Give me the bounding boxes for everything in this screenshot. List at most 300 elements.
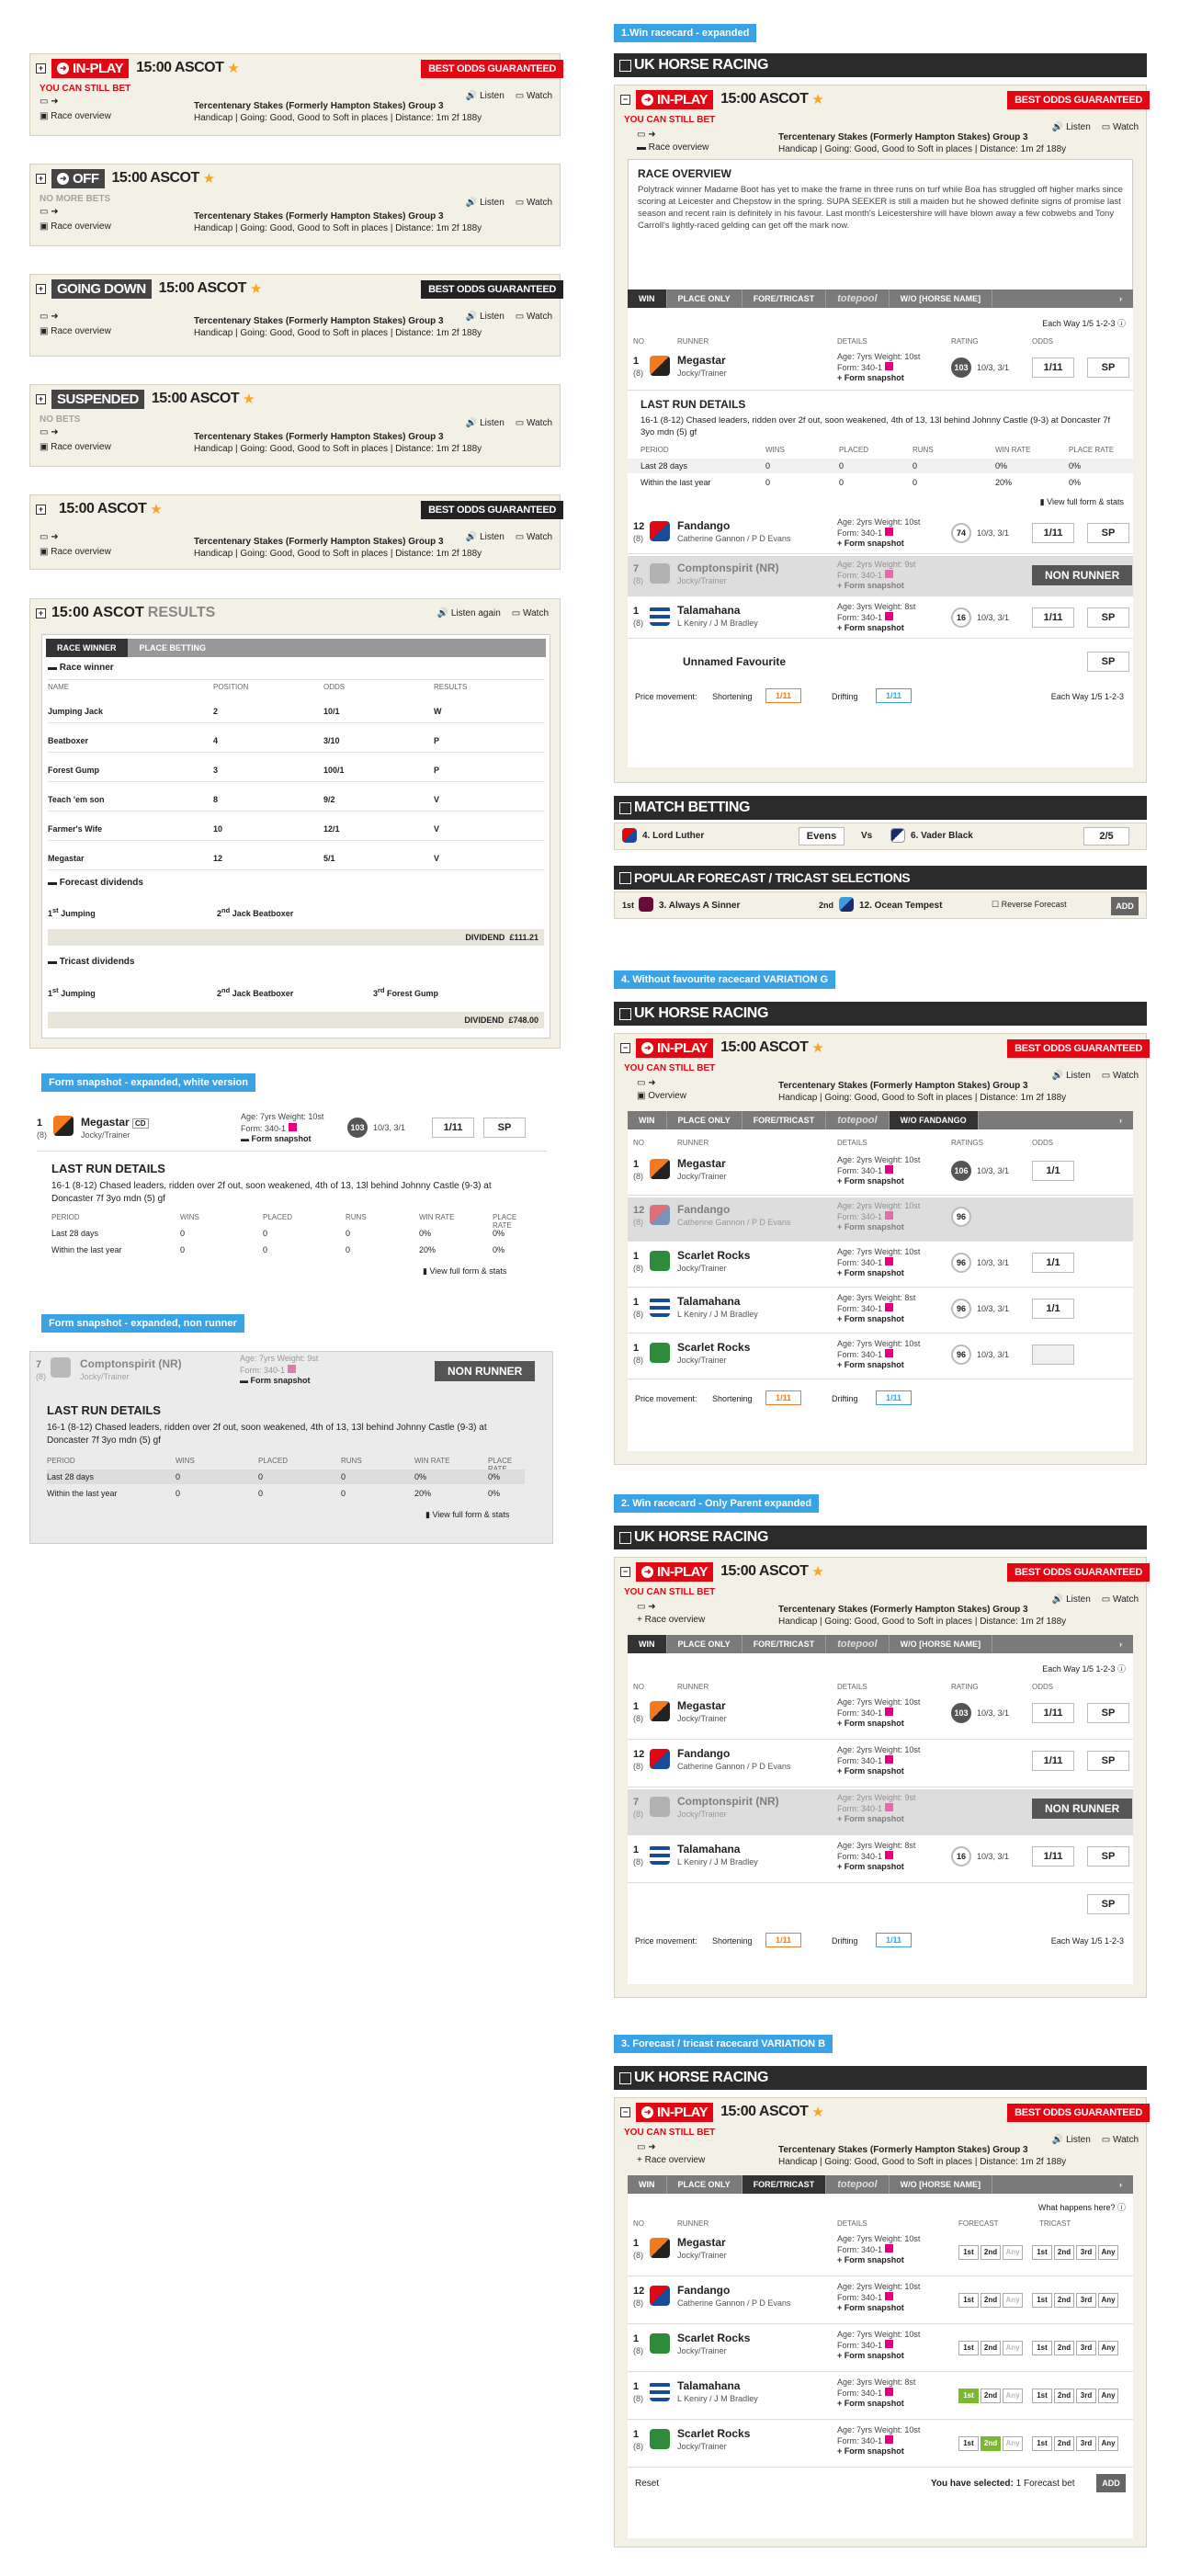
form-snapshot-toggle[interactable]: + Form snapshot — [837, 1360, 904, 1369]
forecast-select-button[interactable]: 1st — [958, 2245, 979, 2260]
runner-draw: (8) — [36, 1372, 46, 1381]
favourite-star-icon[interactable]: ★ — [811, 1564, 824, 1580]
expand-icon[interactable]: + — [36, 174, 46, 184]
collapse-icon[interactable]: − — [620, 2107, 630, 2117]
expand-icon[interactable]: + — [36, 394, 46, 404]
runner-name[interactable]: Talamahana — [677, 2379, 741, 2392]
rating-badge: 96 — [951, 1207, 971, 1227]
runner-row — [628, 1837, 1133, 1883]
forecast-select-button[interactable]: 3rd — [1076, 2436, 1096, 2451]
tab-3[interactable]: totepool — [826, 2175, 889, 2194]
tabs-next-icon[interactable]: › — [1119, 1640, 1122, 1649]
match-horse-1: 4. Lord Luther — [642, 831, 705, 841]
favourite-star-icon[interactable]: ★ — [811, 2105, 824, 2120]
add-button[interactable]: ADD — [1096, 2474, 1126, 2492]
best-odds-guaranteed-badge: BEST ODDS GUARANTEED — [1007, 2104, 1150, 2122]
forecast-select-button[interactable]: 1st — [958, 2389, 979, 2403]
last-run-text: 16-1 (8-12) Chased leaders, ridden over 2f out, soon weakened, 4th of 13, 13l behind Johnny Castle (9-3) at Doncaster 7f 3yo mdn (5) gf — [47, 1423, 487, 1446]
price-button[interactable]: 1/11 — [432, 1118, 474, 1138]
race-info: Handicap | Going: Good, Good to Soft in places | Distance: 1m 2f 188y — [778, 144, 1067, 154]
view-full-form-link[interactable]: ▮ View full form & stats — [425, 1510, 510, 1519]
tab-0[interactable]: WIN — [628, 2175, 667, 2194]
col-header: NO — [633, 1139, 644, 1147]
race-info: Handicap | Going: Good, Good to Soft in places | Distance: 1m 2f 188y — [778, 1093, 1067, 1103]
runner-name[interactable]: Megastar — [677, 2236, 726, 2249]
table-cell: Last 28 days — [47, 1472, 95, 1481]
runner-name[interactable]: Fandango — [677, 1203, 731, 1216]
tab-3[interactable]: totepool — [826, 1635, 889, 1653]
form-snapshot-toggle[interactable]: + Form snapshot — [837, 2255, 904, 2264]
collapse-icon[interactable]: − — [620, 1567, 630, 1577]
note-forecast-tricast: 3. Forecast / tricast racecard VARIATION B — [614, 2035, 833, 2053]
forecast-select-button[interactable]: 1st — [958, 2341, 979, 2355]
table-cell: 8 — [213, 795, 219, 804]
table-cell: 0 — [176, 1472, 181, 1481]
listen-button[interactable]: 🔊 Listen — [1051, 1594, 1091, 1605]
runner-age: Age: 7yrs Weight: 10st — [837, 2234, 921, 2243]
shortening-price[interactable]: 1/11 — [765, 1933, 801, 1947]
price-button[interactable]: 1/11 — [1032, 1846, 1074, 1867]
favourite-star-icon[interactable]: ★ — [811, 1040, 824, 1056]
stats-row — [628, 475, 1133, 490]
watch-button[interactable]: ▭ Watch — [515, 198, 552, 208]
race-overview-toggle[interactable]: ▣ Race overview — [40, 221, 111, 232]
match-evens-button[interactable]: Evens — [799, 827, 845, 845]
runner-row — [628, 1197, 1133, 1242]
tab-place-betting[interactable]: PLACE BETTING — [129, 639, 219, 657]
listen-button[interactable]: 🔊 Listen — [465, 532, 504, 542]
table-cell: 0% — [493, 1245, 505, 1254]
col-header: NO — [633, 2219, 644, 2228]
runner-age: Age: 7yrs Weight: 9st — [240, 1354, 319, 1363]
race-overview-toggle[interactable]: ▣ Race overview — [40, 326, 111, 336]
forecast-dividend: DIVIDEND £111.21 — [48, 929, 544, 946]
forecast-select-button[interactable]: 2nd — [1054, 2341, 1074, 2355]
tab-4[interactable]: W/O [HORSE NAME] — [890, 1635, 993, 1653]
price-button[interactable]: 1/11 — [1032, 523, 1074, 543]
silk-icon — [622, 828, 637, 843]
forecast-odds: 10/3, 3/1 — [977, 613, 1010, 622]
tab-1[interactable]: PLACE ONLY — [667, 1635, 743, 1653]
favourite-star-icon[interactable]: ★ — [811, 92, 824, 108]
silk-icon — [839, 897, 854, 912]
forecast-select-button[interactable]: Any — [1003, 2436, 1023, 2451]
runner-name[interactable]: Comptonspirit (NR) — [677, 1795, 779, 1808]
form-snapshot-toggle[interactable]: + Form snapshot — [837, 2446, 904, 2456]
listen-button[interactable]: 🔊 Listen — [1051, 2135, 1091, 2145]
runner-name[interactable]: Megastar CD — [81, 1116, 149, 1129]
forecast-select-button[interactable]: 2nd — [981, 2293, 1001, 2308]
forecast-select-button[interactable]: Any — [1098, 2341, 1118, 2355]
forecast-select-button[interactable]: Any — [1098, 2293, 1118, 2308]
forecast-select-button[interactable]: Any — [1003, 2293, 1023, 2308]
rating-badge: 96 — [951, 1345, 971, 1365]
tabs-next-icon[interactable]: › — [1119, 294, 1122, 303]
race-name: Tercentenary Stakes (Formerly Hampton Stakes) Group 3 — [194, 316, 444, 326]
what-happens-link[interactable]: What happens here? ⓘ — [1037, 2203, 1126, 2212]
price-button[interactable]: 1/11 — [1032, 357, 1074, 378]
form-snapshot-toggle[interactable]: + Form snapshot — [837, 373, 904, 382]
match-odds-button[interactable]: 2/5 — [1083, 827, 1129, 845]
forecast-select-button[interactable]: Any — [1098, 2245, 1118, 2260]
table-cell: 5/1 — [323, 854, 335, 863]
race-overview-toggle[interactable]: ▣ Race overview — [40, 111, 111, 121]
runner-name[interactable]: Scarlet Rocks — [677, 2332, 751, 2344]
runner-row — [628, 348, 1133, 391]
form-snapshot-toggle[interactable]: + Form snapshot — [837, 1268, 904, 1277]
table-cell: V — [434, 795, 440, 804]
table-cell: 20% — [995, 478, 1013, 487]
sp-button[interactable]: SP — [1087, 523, 1129, 543]
forecast-select-button[interactable]: 2nd — [1054, 2245, 1074, 2260]
table-cell: V — [434, 854, 440, 863]
sp-button[interactable]: SP — [483, 1118, 526, 1138]
forecast-select-button[interactable]: 2nd — [981, 2245, 1001, 2260]
runner-form: Form: 340-1 — [837, 1257, 893, 1268]
forecast-select-button[interactable]: 1st — [1032, 2293, 1052, 2308]
watch-button[interactable]: ▭ Watch — [515, 91, 552, 101]
drifting-price[interactable]: 1/11 — [876, 688, 912, 703]
forecast-select-button[interactable]: Any — [1003, 2389, 1023, 2403]
expand-icon[interactable]: + — [36, 63, 46, 74]
forecast-1st: 1st Jumping — [48, 906, 96, 918]
jockey-silk-icon — [650, 1159, 670, 1179]
favourite-star-icon[interactable]: ★ — [243, 392, 255, 407]
tricast-3rd: 3rd Forest Gump — [373, 986, 439, 998]
tab-0[interactable]: WIN — [628, 289, 667, 308]
listen-button[interactable]: 🔊 Listen — [1051, 1071, 1091, 1081]
forecast-select-button[interactable]: 1st — [958, 2436, 979, 2451]
runner-draw: (8) — [633, 618, 643, 628]
sp-button[interactable]: SP — [1087, 607, 1129, 628]
tab-0[interactable]: WIN — [628, 1635, 667, 1653]
forecast-select-button[interactable]: 1st — [1032, 2245, 1052, 2260]
jockey-trainer: Jocky/Trainer — [81, 1130, 130, 1140]
price-button[interactable]: 1/11 — [1032, 1703, 1074, 1723]
table-cell: 0% — [414, 1472, 427, 1481]
jockey-trainer: Jocky/Trainer — [677, 1172, 727, 1181]
reverse-forecast-checkbox[interactable]: ☐ Reverse Forecast — [992, 900, 1067, 909]
tab-4[interactable]: W/O FANDANGO — [890, 1111, 979, 1129]
runner-age: Age: 3yrs Weight: 8st — [837, 1841, 916, 1850]
tab-2[interactable]: FORE/TRICAST — [743, 289, 827, 308]
tabs-next-icon[interactable]: › — [1119, 2180, 1122, 2189]
runner-number: 1 — [633, 1159, 640, 1170]
form-snapshot-toggle[interactable]: + Form snapshot — [837, 1222, 904, 1231]
table-cell: 0 — [258, 1489, 264, 1498]
runner-form: Form: 340-1 — [837, 2292, 893, 2303]
form-snapshot-toggle[interactable]: + Form snapshot — [837, 2399, 904, 2408]
listen-button[interactable]: 🔊 Listen — [465, 312, 504, 322]
form-snapshot-toggle[interactable]: + Form snapshot — [837, 581, 904, 590]
race-time: 15:00 ASCOT — [720, 2104, 809, 2119]
price-button[interactable]: 1/1 — [1032, 1253, 1074, 1273]
jockey-trainer: Jocky/Trainer — [677, 2346, 727, 2355]
watch-button[interactable]: ▭ Watch — [511, 608, 549, 618]
form-snapshot-toggle[interactable]: + Form snapshot — [837, 1314, 904, 1323]
table-cell: 4 — [213, 736, 219, 745]
match-betting-row — [614, 823, 1147, 850]
runner-form: Form: 340-1 — [240, 1365, 296, 1376]
pos-1st: 1st — [622, 901, 635, 910]
drifting-price[interactable]: 1/11 — [876, 1390, 912, 1405]
forecast-select-button[interactable]: 3rd — [1076, 2341, 1096, 2355]
forecast-select-button[interactable]: 2nd — [1054, 2436, 1074, 2451]
listen-button[interactable]: 🔊 Listen — [465, 91, 504, 101]
tab-4[interactable]: W/O [HORSE NAME] — [890, 289, 993, 308]
favourite-star-icon[interactable]: ★ — [150, 502, 163, 517]
collapse-icon[interactable]: − — [620, 1043, 630, 1053]
runner-draw: (8) — [633, 1857, 643, 1867]
runner-name[interactable]: Talamahana — [677, 604, 741, 617]
table-cell: Last 28 days — [51, 1229, 99, 1238]
form-snapshot-toggle[interactable]: + Form snapshot — [837, 1814, 904, 1823]
runner-row — [628, 1742, 1133, 1787]
tab-1[interactable]: PLACE ONLY — [667, 289, 743, 308]
runner-name[interactable]: Megastar — [677, 1699, 726, 1712]
runner-name[interactable]: Scarlet Rocks — [677, 1249, 751, 1262]
shortening-price[interactable]: 1/11 — [765, 1390, 801, 1405]
listen-again-button[interactable]: 🔊 Listen again — [436, 608, 501, 618]
selection-summary: You have selected: 1 Forecast bet — [931, 2479, 1075, 2489]
form-snapshot-toggle[interactable]: + Form snapshot — [837, 623, 904, 632]
runner-age: Age: 7yrs Weight: 10st — [837, 352, 921, 361]
watch-button[interactable]: ▭ Watch — [1101, 122, 1139, 132]
runner-name[interactable]: Fandango — [677, 2284, 731, 2297]
form-snapshot-toggle[interactable]: + Form snapshot — [837, 539, 904, 548]
race-card-1 — [29, 164, 561, 246]
col-header: ODDS — [1032, 1683, 1054, 1691]
forecast-select-button[interactable]: 3rd — [1076, 2245, 1096, 2260]
runner-name[interactable]: Comptonspirit (NR) — [677, 562, 779, 574]
forecast-select-button[interactable]: 1st — [1032, 2389, 1052, 2403]
runner-name[interactable]: Talamahana — [677, 1295, 741, 1308]
col-header: WIN RATE — [419, 1213, 455, 1221]
sp-button[interactable]: SP — [1087, 1894, 1129, 1914]
forecast-odds: 10/3, 3/1 — [977, 1166, 1010, 1175]
runner-row — [628, 1243, 1133, 1288]
expand-icon[interactable]: + — [36, 284, 46, 294]
race-overview-toggle[interactable]: ▣ Race overview — [40, 442, 111, 452]
collapse-icon[interactable]: − — [620, 95, 630, 105]
forecast-select-button[interactable]: 1st — [1032, 2436, 1052, 2451]
tab-0[interactable]: WIN — [628, 1111, 667, 1129]
favourite-star-icon[interactable]: ★ — [227, 61, 240, 76]
race-name: Tercentenary Stakes (Formerly Hampton Stakes) Group 3 — [194, 101, 444, 111]
race-time: 15:00 ASCOT — [158, 280, 246, 296]
forecast-select-button[interactable]: 2nd — [1054, 2293, 1074, 2308]
tab-race-winner[interactable]: RACE WINNER — [46, 639, 129, 657]
watch-button[interactable]: ▭ Watch — [515, 418, 552, 428]
forecast-select-button[interactable]: 3rd — [1076, 2389, 1096, 2403]
tab-2[interactable]: FORE/TRICAST — [743, 1111, 827, 1129]
tab-3[interactable]: totepool — [826, 1111, 889, 1129]
forecast-select-button[interactable]: Any — [1003, 2245, 1023, 2260]
runner-name[interactable]: Scarlet Rocks — [677, 1341, 751, 1354]
favourite-star-icon[interactable]: ★ — [202, 171, 216, 187]
forecast-select-button[interactable]: Any — [1098, 2436, 1118, 2451]
price-button[interactable]: 1/11 — [1032, 1751, 1074, 1771]
listen-button[interactable]: 🔊 Listen — [465, 198, 504, 208]
table-row — [48, 698, 544, 723]
forecast-odds: 10/3, 3/1 — [977, 1258, 1010, 1267]
tricast-dividend: DIVIDEND £748.00 — [48, 1012, 544, 1028]
forecast-select-button[interactable]: 2nd — [981, 2436, 1001, 2451]
last-run-heading: LAST RUN DETAILS — [51, 1162, 165, 1175]
status-icon: ➜ — [641, 2106, 653, 2118]
tricast-1st: 1st Jumping — [48, 986, 96, 998]
sp-button[interactable]: SP — [1087, 1751, 1129, 1771]
media-icons: ▭ ➜ — [637, 1078, 656, 1088]
form-snapshot-toggle[interactable]: ▬ Form snapshot — [241, 1134, 312, 1143]
jockey-trainer: Jocky/Trainer — [677, 1264, 727, 1273]
price-button[interactable]: 1/1 — [1032, 1299, 1074, 1319]
col-header: ODDS — [1032, 1139, 1054, 1147]
forecast-select-button[interactable]: 1st — [958, 2293, 979, 2308]
forecast-select-button[interactable]: 2nd — [981, 2341, 1001, 2355]
runner-name[interactable]: Megastar — [677, 354, 726, 367]
race-overview-toggle[interactable]: ▣ Overview — [637, 1091, 686, 1101]
runner-number: 1 — [37, 1118, 43, 1129]
view-full-form-link[interactable]: ▮ View full form & stats — [1039, 497, 1124, 506]
uk-horse-racing-header: UK HORSE RACING — [614, 1002, 1147, 1026]
match-vs: Vs — [861, 831, 873, 841]
forecast-select-button[interactable]: 1st — [1032, 2341, 1052, 2355]
best-odds-guaranteed-badge: BEST ODDS GUARANTEED — [1007, 1039, 1150, 1058]
forecast-select-button[interactable]: Any — [1003, 2341, 1023, 2355]
jockey-trainer: L Keniry / J M Bradley — [677, 618, 758, 628]
tab-2[interactable]: FORE/TRICAST — [743, 1635, 827, 1653]
tab-3[interactable]: totepool — [826, 289, 889, 308]
results-time: 15:00 ASCOT — [51, 605, 144, 620]
listen-button[interactable]: 🔊 Listen — [465, 418, 504, 428]
table-cell: 0% — [1069, 461, 1082, 471]
sp-button[interactable]: SP — [1087, 1846, 1129, 1867]
table-cell: 2 — [213, 707, 219, 716]
note-parent-expanded: 2. Win racecard - Only Parent expanded — [614, 1494, 819, 1513]
runner-age: Age: 3yrs Weight: 8st — [837, 1293, 916, 1302]
runner-number: 12 — [633, 521, 645, 532]
table-cell: 100/1 — [323, 766, 345, 775]
form-snapshot-toggle[interactable]: + Form snapshot — [837, 1176, 904, 1186]
runner-name[interactable]: Fandango — [677, 1747, 731, 1760]
watch-button[interactable]: ▭ Watch — [515, 312, 552, 322]
form-snapshot-toggle[interactable]: + Form snapshot — [837, 1862, 904, 1871]
runner-name[interactable]: Megastar — [677, 1157, 726, 1170]
race-name: Tercentenary Stakes (Formerly Hampton Stakes) Group 3 — [778, 132, 1028, 142]
media-icons: ▭ ➜ — [637, 2142, 656, 2152]
col-header: WINS — [180, 1213, 199, 1221]
runner-draw: (8) — [633, 1264, 643, 1273]
sp-button[interactable]: SP — [1087, 357, 1129, 378]
watch-button[interactable]: ▭ Watch — [1101, 1594, 1139, 1605]
tabs-next-icon[interactable]: › — [1119, 1116, 1122, 1125]
runner-form: Form: 340-1 — [837, 1349, 893, 1360]
form-snapshot-toggle[interactable]: ▬ Form snapshot — [240, 1376, 311, 1385]
forecast-select-button[interactable]: 2nd — [981, 2389, 1001, 2403]
col-header: PLACED — [839, 446, 869, 454]
table-cell: 20% — [414, 1489, 432, 1498]
watch-button[interactable]: ▭ Watch — [1101, 1071, 1139, 1081]
table-cell: 3/10 — [323, 736, 340, 745]
sp-button[interactable]: SP — [1087, 652, 1129, 672]
status-icon: ➜ — [57, 173, 69, 185]
table-cell: 0% — [488, 1472, 501, 1481]
price-button[interactable]: 1/11 — [1032, 607, 1074, 628]
tab-4[interactable]: W/O [HORSE NAME] — [890, 2175, 993, 2194]
expand-icon[interactable]: + — [36, 505, 46, 515]
table-cell: P — [434, 766, 440, 775]
runner-draw: (8) — [633, 2298, 643, 2308]
price-movement-bar — [628, 1929, 1133, 1953]
stats-row — [51, 1226, 529, 1241]
runner-name[interactable]: Talamahana — [677, 1843, 741, 1855]
tab-2[interactable]: FORE/TRICAST — [743, 2175, 827, 2194]
price-button-disabled[interactable] — [1032, 1345, 1074, 1365]
form-snapshot-toggle[interactable]: + Form snapshot — [837, 1766, 904, 1776]
runner-name[interactable]: Fandango — [677, 519, 731, 532]
race-name: Tercentenary Stakes (Formerly Hampton Stakes) Group 3 — [194, 211, 444, 221]
price-button[interactable]: 1/1 — [1032, 1161, 1074, 1181]
runner-form: Form: 340-1 — [837, 2388, 893, 2399]
add-button[interactable]: ADD — [1111, 897, 1139, 915]
shortening-label: Shortening — [712, 692, 753, 701]
status-badge: ➜ IN-PLAY — [636, 2103, 713, 2122]
expand-icon[interactable]: + — [36, 608, 46, 618]
jockey-trainer: Jocky/Trainer — [677, 369, 727, 378]
reset-link[interactable]: Reset — [635, 2479, 660, 2489]
shortening-price[interactable]: 1/11 — [765, 688, 801, 703]
race-overview-toggle[interactable]: + Race overview — [637, 1615, 706, 1625]
table-cell: Last 28 days — [641, 461, 688, 471]
table-cell: 0 — [346, 1229, 351, 1238]
form-snapshot-toggle[interactable]: + Form snapshot — [837, 1719, 904, 1728]
status-subtext: YOU CAN STILL BET — [624, 1063, 716, 1073]
runner-form: Form: 340-1 — [837, 2435, 893, 2446]
race-name: Tercentenary Stakes (Formerly Hampton Stakes) Group 3 — [778, 1081, 1028, 1091]
rating-badge: 106 — [951, 1161, 971, 1181]
watch-button[interactable]: ▭ Watch — [515, 532, 552, 542]
tab-1[interactable]: PLACE ONLY — [667, 2175, 743, 2194]
status-subtext: NO MORE BETS — [40, 194, 111, 204]
runner-draw: (8) — [633, 1810, 643, 1819]
drifting-price[interactable]: 1/11 — [876, 1933, 912, 1947]
race-overview-toggle[interactable]: + Race overview — [637, 2155, 706, 2165]
best-odds-guaranteed-badge: BEST ODDS GUARANTEED — [1007, 91, 1150, 109]
favourite-star-icon[interactable]: ★ — [249, 281, 263, 297]
last-run-heading: LAST RUN DETAILS — [641, 398, 746, 411]
tab-1[interactable]: PLACE ONLY — [667, 1111, 743, 1129]
forecast-select-button[interactable]: 3rd — [1076, 2293, 1096, 2308]
col-header: RUNNER — [677, 1139, 709, 1147]
race-overview-toggle[interactable]: ▬ Race overview — [637, 142, 709, 153]
runner-form: Form: 340-1 — [837, 1211, 893, 1222]
jockey-trainer: Jocky/Trainer — [677, 1810, 727, 1819]
forecast-select-button[interactable]: Any — [1098, 2389, 1118, 2403]
watch-button[interactable]: ▭ Watch — [1101, 2135, 1139, 2145]
form-snapshot-toggle[interactable]: + Form snapshot — [837, 2303, 904, 2312]
view-full-form-link[interactable]: ▮ View full form & stats — [423, 1266, 507, 1276]
race-overview-toggle[interactable]: ▣ Race overview — [40, 547, 111, 557]
form-snapshot-toggle[interactable]: + Form snapshot — [837, 2351, 904, 2360]
listen-button[interactable]: 🔊 Listen — [1051, 122, 1091, 132]
last-run-text: 16-1 (8-12) Chased leaders, ridden over 2f out, soon weakened, 4th of 13, 13l behind Johnny Castle (9-3) at Doncaster 7f 3yo mdn (5) gf — [641, 415, 1111, 437]
runner-form: Form: 340-1 — [837, 1755, 893, 1766]
forecast-select-button[interactable]: 2nd — [1054, 2389, 1074, 2403]
runner-name[interactable]: Scarlet Rocks — [677, 2427, 751, 2440]
sp-button[interactable]: SP — [1087, 1703, 1129, 1723]
jockey-silk-icon — [650, 1844, 670, 1865]
